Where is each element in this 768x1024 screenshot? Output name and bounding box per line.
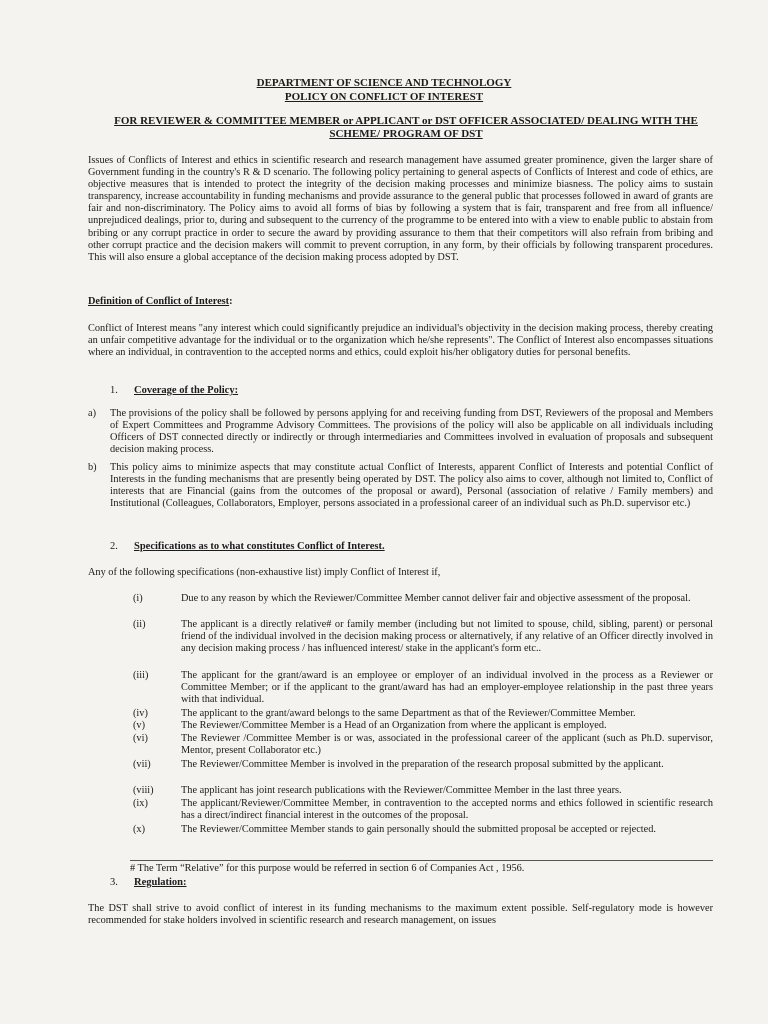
item-marker: (iii) (133, 670, 149, 681)
item-text: The Reviewer/Committee Member stands to gain personally should the submitted proposal be accepted or rejected. (181, 824, 656, 835)
section-2-title: Specifications as to what constitutes Conflict of Interest (134, 541, 382, 552)
item-marker: b) (88, 462, 97, 473)
section-3-colon: : (183, 877, 187, 888)
doc-title-line1: DEPARTMENT OF SCIENCE AND TECHNOLOGY (256, 77, 512, 89)
footnote: # The Term “Relative” for this purpose would be referred in section 6 of Companies Act , 1956. (130, 863, 525, 874)
doc-title-line2: POLICY ON CONFLICT OF INTEREST (284, 91, 484, 103)
section-1-colon: : (234, 385, 239, 396)
item-marker: (v) (133, 720, 146, 731)
item-text: The Reviewer/Committee Member is a Head of an Organization from where the applicant is employed. (181, 720, 607, 731)
footnote-divider (130, 860, 713, 861)
item-text: Due to any reason by which the Reviewer/Committee Member cannot deliver fair and objective assessment of the proposal. (181, 593, 691, 604)
item-text: The applicant/Reviewer/Committee Member, in contravention to the accepted norms and ethics followed in scientific research has a direct/indirect financial interest in the outcomes of the proposal. (181, 798, 713, 822)
item-text: The applicant is a directly relative# or family member (including but not limited to spouse, child, sibling, parent) or personal friend of the individual involved in the decision making process or alternatively, if any relative of an Officer directly involved in any decision making process / has influenced interest/ stake in the applicant's form etc.. (181, 619, 713, 655)
section-3-title: Regulation (134, 877, 184, 888)
item-marker: a) (88, 408, 96, 419)
item-text: The Reviewer /Committee Member is or was, associated in the professional career of the applicant (such as Ph.D. supervisor, Mentor, present Collaborator etc.) (181, 733, 713, 757)
section-3-number: 3. (110, 877, 118, 888)
item-marker: (ix) (133, 798, 148, 809)
section-2-number: 2. (110, 541, 118, 552)
item-text: The applicant to the grant/award belongs to the same Department as that of the Reviewer/Committee Member. (181, 708, 636, 719)
item-text: The Reviewer/Committee Member is involved in the preparation of the research proposal submitted by the applicant. (181, 759, 664, 770)
item-marker: (iv) (133, 708, 148, 719)
list-item (88, 408, 713, 458)
item-text: The applicant has joint research publications with the Reviewer/Committee Member in the last three years. (181, 785, 622, 796)
section-2-lead: Any of the following specifications (non-exhaustive list) imply Conflict of Interest if, (88, 567, 441, 578)
item-text: The applicant for the grant/award is an employee or employer of an individual involved in the process as a Reviewer or Committee Member; or if the applicant to the grant/award has had an employer-employee relationship in the past three years with that individual. (181, 670, 713, 706)
item-marker: (vi) (133, 733, 148, 744)
item-marker: (i) (133, 593, 143, 604)
section-2-colon: . (382, 541, 385, 552)
definition-heading-colon: : (229, 296, 233, 307)
list-item (88, 462, 713, 524)
item-marker: (vii) (133, 759, 151, 770)
item-text: This policy aims to minimize aspects that may constitute actual Conflict of Interests, apparent Conflict of Interests and potential Conflict of Interests in the funding mechanisms that are presently being operated by DST. The policy also aims to cover, although not limited to, Conflict of interests that are Financial (gains from the outcomes of the proposal or award), Personal (association of relative / Family members) and Institutional (Colleagues, Collaborators, Employer, persons associated in a professional career of an individual such as Ph.D. supervisor etc.) (110, 462, 713, 510)
doc-subtitle: FOR REVIEWER & COMMITTEE MEMBER or APPLICANT or DST OFFICER ASSOCIATED/ DEALING WITH THE SCHEME/ PROGRAM OF DST (114, 115, 698, 140)
definition-heading-row (88, 296, 713, 308)
section-1-number: 1. (110, 385, 118, 396)
intro-paragraph: Issues of Conflicts of Interest and ethics in scientific research and research management have assumed greater prominence, given the larger share of Government funding in the country's R & D scenario. The following policy pertaining to general aspects of Conflicts of Interest and code of ethics, are objective measures that is intended to protect the integrity of the decision making processes and minimize biasness. The policy aims to sustain transparency, increase accountability in funding mechanisms and provide assurance to the general public that processes followed in award of grants are fair and non-discriminatory. The Policy aims to avoid all forms of bias by following a system that is fair, transparent and free from all influence/ unprejudiced dealings, prior to, during and subsequent to the currency of the programme to be entered into with a view to enable public to abstain from bribing or any corrupt practice in order to secure the award by providing assurance to them that their competitors will also refrain from bribing and other corrupt practice and the decision makers will commit to prevent corruption, in any form, by their officials by following transparent procedures. This will also ensure a global acceptance of the decision making process adopted by DST. (88, 155, 713, 263)
item-text: The provisions of the policy shall be followed by persons applying for and receiving funding from DST, Reviewers of the proposal and Members of Expert Committees and Programme Advisory Committees. The provisions of the policy will also be applicable on all individuals including Officers of DST connected directly or indirectly or through intermediaries and Committees involved in evaluation of proposals and subsequent decision making process. (110, 408, 713, 456)
item-marker: (x) (133, 824, 146, 835)
section-3-paragraph: The DST shall strive to avoid conflict of interest in its funding mechanisms to the maximum extent possible. Self-regulatory mode is however recommended for stake holders involved in scientific research and research management, on issues (88, 903, 713, 927)
item-marker: (viii) (133, 785, 154, 796)
definition-heading: Definition of Conflict of Interest (88, 296, 230, 307)
definition-paragraph: Conflict of Interest means "any interest which could significantly prejudice an individual's objectivity in the decision making process, thereby creating an unfair competitive advantage for the individual or to the organization which he/she represents". The Conflict of Interest also encompasses situations where an individual, in contravention to the accepted norms and ethics, could exploit his/her obligatory duties for personal benefits. (88, 323, 713, 359)
section-1-title: Coverage of the Policy (134, 385, 235, 396)
item-marker: (ii) (133, 619, 146, 630)
